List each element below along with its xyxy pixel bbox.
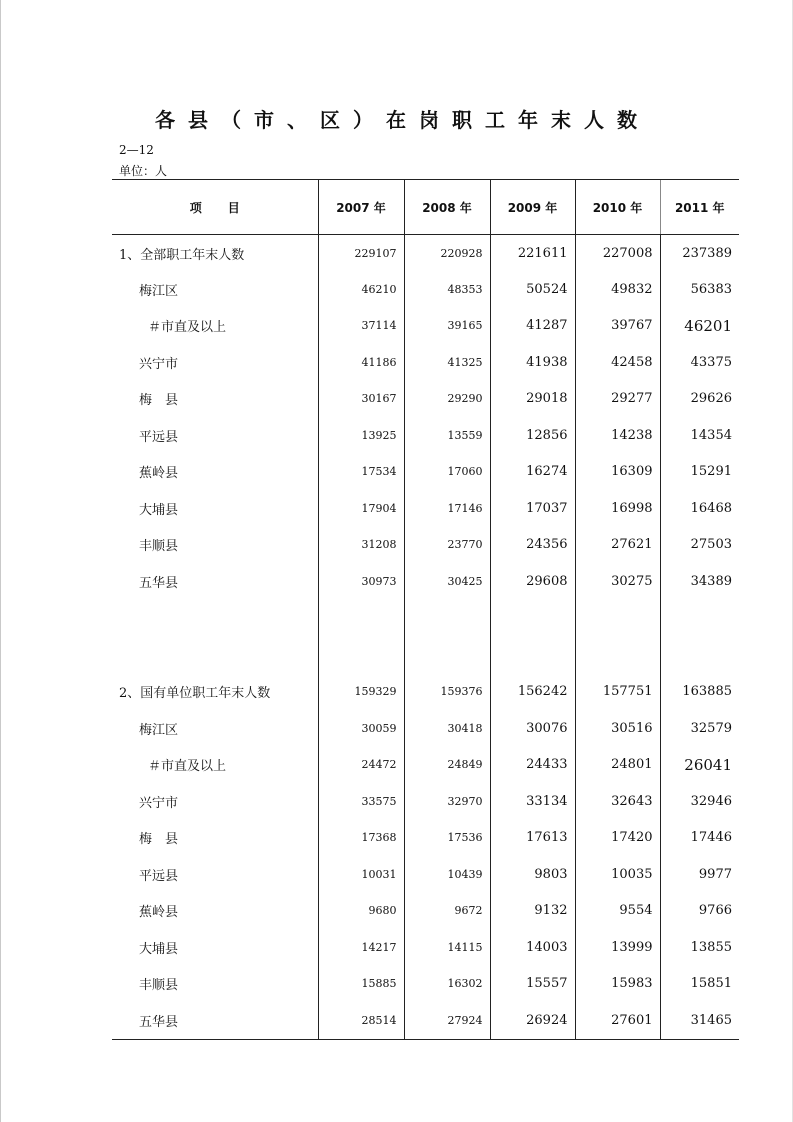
- cell-2007: 13925: [318, 417, 404, 454]
- cell-2007: 17534: [318, 454, 404, 491]
- cell-2009: 17037: [490, 490, 575, 527]
- table-row: [112, 1002, 739, 1039]
- cell-2008: 220928: [404, 235, 490, 272]
- table-row: [112, 308, 739, 345]
- row-label: 兴宁市: [139, 795, 179, 811]
- cell-2010: 49832: [575, 271, 660, 308]
- cell-2010: 27601: [575, 1002, 660, 1039]
- cell-2008: 159376: [404, 674, 490, 711]
- cell-2009: 24433: [490, 747, 575, 784]
- cell-2011: 27503: [660, 527, 739, 564]
- data-table: [112, 179, 739, 1040]
- row-label: 梅 县: [139, 393, 179, 409]
- row-label: ＃市直及以上: [148, 759, 227, 775]
- cell-2009: 14003: [490, 929, 575, 966]
- cell-2010: 24801: [575, 747, 660, 784]
- unit-label: 单位：人: [119, 164, 168, 178]
- table-row: [112, 490, 739, 527]
- cell-2011: 15851: [660, 966, 739, 1003]
- cell-2010: 16309: [575, 454, 660, 491]
- table-row: [112, 747, 739, 784]
- cell-2009: 15557: [490, 966, 575, 1003]
- row-label: 1、全部职工年末人数: [119, 247, 245, 263]
- cell-2007: 28514: [318, 1002, 404, 1039]
- cell-2009: 30076: [490, 710, 575, 747]
- spacer-row: [112, 600, 739, 637]
- cell-2010: 29277: [575, 381, 660, 418]
- cell-2011: 15291: [660, 454, 739, 491]
- row-label: 梅江区: [139, 283, 179, 299]
- cell-2010: 42458: [575, 344, 660, 381]
- row-label: 丰顺县: [139, 539, 179, 555]
- cell-2010: 157751: [575, 674, 660, 711]
- cell-2008: 27924: [404, 1002, 490, 1039]
- cell-2008: 41325: [404, 344, 490, 381]
- cell-2010: 32643: [575, 783, 660, 820]
- data-table-container: [112, 179, 739, 1040]
- table-row: [112, 856, 739, 893]
- cell-2007: 46210: [318, 271, 404, 308]
- cell-2009: 156242: [490, 674, 575, 711]
- row-label: 大埔县: [139, 941, 179, 957]
- cell-2008: 13559: [404, 417, 490, 454]
- cell-2010: 16998: [575, 490, 660, 527]
- table-row: [112, 674, 739, 711]
- row-label: 五华县: [139, 575, 179, 591]
- cell-2007: 24472: [318, 747, 404, 784]
- cell-2011: 32946: [660, 783, 739, 820]
- spacer-row: [112, 637, 739, 674]
- cell-2007: 30973: [318, 563, 404, 600]
- cell-2008: 23770: [404, 527, 490, 564]
- table-row: [112, 893, 739, 930]
- cell-2009: 221611: [490, 235, 575, 272]
- row-label: 兴宁市: [139, 356, 179, 372]
- cell-2008: 39165: [404, 308, 490, 345]
- cell-2008: 32970: [404, 783, 490, 820]
- table-row: [112, 929, 739, 966]
- cell-2008: 14115: [404, 929, 490, 966]
- cell-2009: 9803: [490, 856, 575, 893]
- page-title: 各县（市、区）在岗职工年末人数: [155, 108, 650, 132]
- cell-2008: 10439: [404, 856, 490, 893]
- cell-2007: 33575: [318, 783, 404, 820]
- cell-2007: 37114: [318, 308, 404, 345]
- cell-2009: 16274: [490, 454, 575, 491]
- row-label: 蕉岭县: [139, 905, 179, 921]
- cell-2011: 9977: [660, 856, 739, 893]
- row-label: 蕉岭县: [139, 466, 179, 482]
- row-label: 五华县: [112, 1002, 318, 1039]
- cell-2008: 30425: [404, 563, 490, 600]
- cell-2007: 229107: [318, 235, 404, 272]
- header-year-2011: 2011 年: [660, 180, 739, 235]
- header-year-2008: 2008 年: [404, 180, 490, 235]
- cell-2011: 13855: [660, 929, 739, 966]
- cell-2009: 29608: [490, 563, 575, 600]
- cell-2007: 159329: [318, 674, 404, 711]
- cell-2009: 33134: [490, 783, 575, 820]
- cell-2011: 46201: [660, 308, 739, 345]
- cell-2011: 16468: [660, 490, 739, 527]
- cell-2011: 163885: [660, 674, 739, 711]
- row-label: 丰顺县: [139, 978, 179, 994]
- cell-2007: 17904: [318, 490, 404, 527]
- row-label: 梅江区: [139, 722, 179, 738]
- table-row: [112, 454, 739, 491]
- cell-2009: 41938: [490, 344, 575, 381]
- page-left-edge: [0, 0, 1, 1122]
- row-label: 梅 县: [139, 832, 179, 848]
- table-row: [112, 820, 739, 857]
- cell-2011: 56383: [660, 271, 739, 308]
- cell-2011: 34389: [660, 563, 739, 600]
- cell-2008: 16302: [404, 966, 490, 1003]
- header-year-2009: 2009 年: [490, 180, 575, 235]
- cell-2007: 15885: [318, 966, 404, 1003]
- cell-2009: 29018: [490, 381, 575, 418]
- header-year-2010: 2010 年: [575, 180, 660, 235]
- cell-2007: 10031: [318, 856, 404, 893]
- cell-2009: 17613: [490, 820, 575, 857]
- cell-2009: 12856: [490, 417, 575, 454]
- cell-2010: 27621: [575, 527, 660, 564]
- cell-2008: 17060: [404, 454, 490, 491]
- cell-2008: 48353: [404, 271, 490, 308]
- cell-2010: 9554: [575, 893, 660, 930]
- cell-2011: 17446: [660, 820, 739, 857]
- cell-2009: 50524: [490, 271, 575, 308]
- table-row: [112, 417, 739, 454]
- cell-2008: 30418: [404, 710, 490, 747]
- row-label: ＃市直及以上: [148, 320, 227, 336]
- table-row: [112, 710, 739, 747]
- cell-2011: 32579: [660, 710, 739, 747]
- cell-2008: 29290: [404, 381, 490, 418]
- header-item: 项目: [112, 180, 318, 235]
- cell-2011: 14354: [660, 417, 739, 454]
- cell-2010: 227008: [575, 235, 660, 272]
- cell-2010: 30516: [575, 710, 660, 747]
- cell-2011: 26041: [660, 747, 739, 784]
- cell-2010: 17420: [575, 820, 660, 857]
- cell-2008: 24849: [404, 747, 490, 784]
- cell-2011: 237389: [660, 235, 739, 272]
- cell-2011: 31465: [660, 1002, 739, 1039]
- table-row: [112, 271, 739, 308]
- table-row: [112, 527, 739, 564]
- cell-2007: 41186: [318, 344, 404, 381]
- cell-2010: 14238: [575, 417, 660, 454]
- cell-2008: 17536: [404, 820, 490, 857]
- cell-2009: 41287: [490, 308, 575, 345]
- row-label: 大埔县: [139, 502, 179, 518]
- header-row: [112, 180, 739, 235]
- cell-2007: 30167: [318, 381, 404, 418]
- cell-2011: 43375: [660, 344, 739, 381]
- row-label: 2、国有单位职工年末人数: [119, 686, 271, 702]
- cell-2011: 9766: [660, 893, 739, 930]
- cell-2009: 24356: [490, 527, 575, 564]
- cell-2010: 15983: [575, 966, 660, 1003]
- cell-2009: 9132: [490, 893, 575, 930]
- cell-2010: 30275: [575, 563, 660, 600]
- table-row: [112, 381, 739, 418]
- cell-2011: 29626: [660, 381, 739, 418]
- row-label: 平远县: [139, 429, 179, 445]
- cell-2010: 10035: [575, 856, 660, 893]
- table-row: [112, 563, 739, 600]
- table-row: [112, 344, 739, 381]
- cell-2010: 13999: [575, 929, 660, 966]
- row-label: 平远县: [139, 868, 179, 884]
- cell-2007: 9680: [318, 893, 404, 930]
- cell-2009: 26924: [490, 1002, 575, 1039]
- cell-2007: 14217: [318, 929, 404, 966]
- header-year-2007: 2007 年: [318, 180, 404, 235]
- table-row: [112, 235, 739, 272]
- cell-2007: 30059: [318, 710, 404, 747]
- cell-2010: 39767: [575, 308, 660, 345]
- cell-2008: 9672: [404, 893, 490, 930]
- cell-2008: 17146: [404, 490, 490, 527]
- table-row: [112, 966, 739, 1003]
- cell-2007: 31208: [318, 527, 404, 564]
- table-row: [112, 783, 739, 820]
- table-number: 2—12: [119, 143, 154, 157]
- cell-2007: 17368: [318, 820, 404, 857]
